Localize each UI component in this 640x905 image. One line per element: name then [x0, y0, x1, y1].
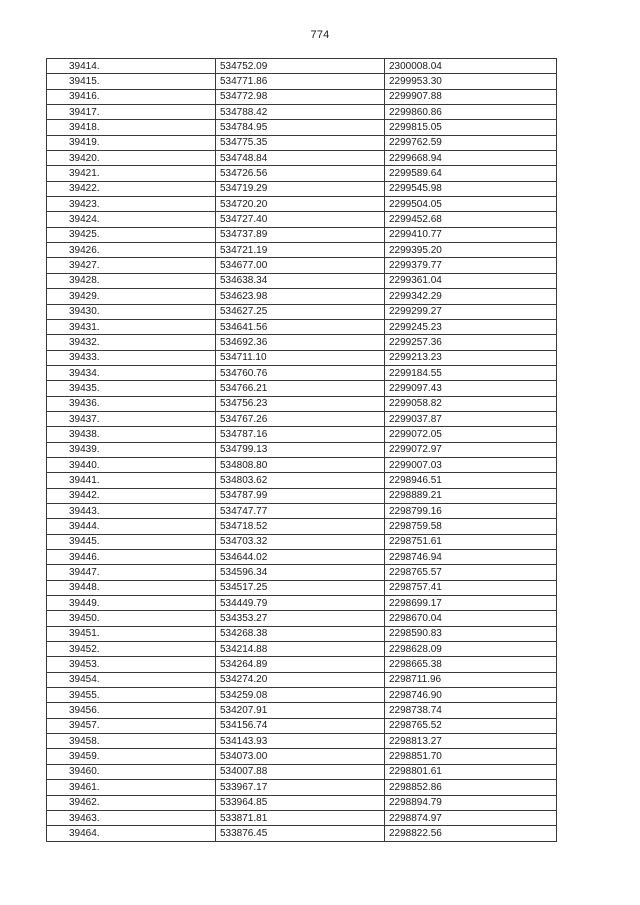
y-coordinate-cell: 2299379.77: [385, 258, 557, 273]
x-coordinate-cell: 534784.95: [216, 120, 385, 135]
x-coordinate-cell: 534638.34: [216, 273, 385, 288]
x-coordinate-cell: 534703.32: [216, 534, 385, 549]
point-number-cell: 39415.: [47, 74, 216, 89]
point-number-cell: 39440.: [47, 457, 216, 472]
y-coordinate-cell: 2299072.05: [385, 427, 557, 442]
x-coordinate-cell: 534259.08: [216, 688, 385, 703]
x-coordinate-cell: 534803.62: [216, 473, 385, 488]
y-coordinate-cell: 2299037.87: [385, 411, 557, 426]
table-row: [47, 642, 557, 657]
point-number-cell: 39442.: [47, 488, 216, 503]
x-coordinate-cell: 534627.25: [216, 304, 385, 319]
table-row: [47, 780, 557, 795]
table-row: [47, 503, 557, 518]
x-coordinate-cell: 534156.74: [216, 718, 385, 733]
table-row: [47, 89, 557, 104]
table-row: [47, 304, 557, 319]
point-number-cell: 39456.: [47, 703, 216, 718]
x-coordinate-cell: 534007.88: [216, 764, 385, 779]
table-row: [47, 488, 557, 503]
x-coordinate-cell: 534721.19: [216, 243, 385, 258]
x-coordinate-cell: 534787.16: [216, 427, 385, 442]
point-number-cell: 39439.: [47, 442, 216, 457]
y-coordinate-cell: 2299545.98: [385, 181, 557, 196]
y-coordinate-cell: 2299762.59: [385, 135, 557, 150]
y-coordinate-cell: 2298799.16: [385, 503, 557, 518]
point-number-cell: 39446.: [47, 550, 216, 565]
table-row: [47, 427, 557, 442]
y-coordinate-cell: 2299213.23: [385, 350, 557, 365]
x-coordinate-cell: 534449.79: [216, 596, 385, 611]
y-coordinate-cell: 2298765.57: [385, 565, 557, 580]
x-coordinate-cell: 534264.89: [216, 657, 385, 672]
point-number-cell: 39417.: [47, 105, 216, 120]
y-coordinate-cell: 2298746.90: [385, 688, 557, 703]
point-number-cell: 39423.: [47, 197, 216, 212]
y-coordinate-cell: 2298699.17: [385, 596, 557, 611]
x-coordinate-cell: 534596.34: [216, 565, 385, 580]
table-row: [47, 442, 557, 457]
point-number-cell: 39435.: [47, 381, 216, 396]
point-number-cell: 39429.: [47, 289, 216, 304]
table-row: [47, 350, 557, 365]
y-coordinate-cell: 2299395.20: [385, 243, 557, 258]
table-row: [47, 550, 557, 565]
x-coordinate-cell: 534517.25: [216, 580, 385, 595]
point-number-cell: 39437.: [47, 411, 216, 426]
point-number-cell: 39425.: [47, 227, 216, 242]
y-coordinate-cell: 2298746.94: [385, 550, 557, 565]
y-coordinate-cell: 2298852.86: [385, 780, 557, 795]
point-number-cell: 39448.: [47, 580, 216, 595]
y-coordinate-cell: 2299504.05: [385, 197, 557, 212]
table-row: [47, 227, 557, 242]
page-number: 774: [310, 29, 330, 41]
point-number-cell: 39419.: [47, 135, 216, 150]
point-number-cell: 39462.: [47, 795, 216, 810]
x-coordinate-cell: 534073.00: [216, 749, 385, 764]
point-number-cell: 39455.: [47, 688, 216, 703]
y-coordinate-cell: 2299184.55: [385, 365, 557, 380]
table-row: [47, 519, 557, 534]
y-coordinate-cell: 2298665.38: [385, 657, 557, 672]
table-row: [47, 243, 557, 258]
point-number-cell: 39433.: [47, 350, 216, 365]
point-number-cell: 39454.: [47, 672, 216, 687]
x-coordinate-cell: 534788.42: [216, 105, 385, 120]
y-coordinate-cell: 2298757.41: [385, 580, 557, 595]
x-coordinate-cell: 534747.77: [216, 503, 385, 518]
point-number-cell: 39414.: [47, 59, 216, 74]
point-number-cell: 39434.: [47, 365, 216, 380]
coordinates-table: [46, 58, 557, 842]
x-coordinate-cell: 534719.29: [216, 181, 385, 196]
table-row: [47, 105, 557, 120]
point-number-cell: 39445.: [47, 534, 216, 549]
point-number-cell: 39451.: [47, 626, 216, 641]
x-coordinate-cell: 534692.36: [216, 335, 385, 350]
x-coordinate-cell: 534677.00: [216, 258, 385, 273]
x-coordinate-cell: 534756.23: [216, 396, 385, 411]
x-coordinate-cell: 534799.13: [216, 442, 385, 457]
table-row: [47, 212, 557, 227]
point-number-cell: 39422.: [47, 181, 216, 196]
y-coordinate-cell: 2298813.27: [385, 734, 557, 749]
table-row: [47, 826, 557, 841]
x-coordinate-cell: 534720.20: [216, 197, 385, 212]
point-number-cell: 39436.: [47, 396, 216, 411]
y-coordinate-cell: 2298874.97: [385, 810, 557, 825]
y-coordinate-cell: 2299072.97: [385, 442, 557, 457]
x-coordinate-cell: 534718.52: [216, 519, 385, 534]
y-coordinate-cell: 2299299.27: [385, 304, 557, 319]
point-number-cell: 39449.: [47, 596, 216, 611]
table-row: [47, 626, 557, 641]
point-number-cell: 39450.: [47, 611, 216, 626]
table-row: [47, 273, 557, 288]
x-coordinate-cell: 533967.17: [216, 780, 385, 795]
x-coordinate-cell: 533876.45: [216, 826, 385, 841]
point-number-cell: 39416.: [47, 89, 216, 104]
y-coordinate-cell: 2299668.94: [385, 151, 557, 166]
x-coordinate-cell: 534726.56: [216, 166, 385, 181]
y-coordinate-cell: 2299953.30: [385, 74, 557, 89]
x-coordinate-cell: 534787.99: [216, 488, 385, 503]
y-coordinate-cell: 2298590.83: [385, 626, 557, 641]
point-number-cell: 39428.: [47, 273, 216, 288]
point-number-cell: 39447.: [47, 565, 216, 580]
table-row: [47, 703, 557, 718]
point-number-cell: 39418.: [47, 120, 216, 135]
x-coordinate-cell: 534214.88: [216, 642, 385, 657]
table-row: [47, 534, 557, 549]
x-coordinate-cell: 534143.93: [216, 734, 385, 749]
x-coordinate-cell: 534644.02: [216, 550, 385, 565]
table-row: [47, 74, 557, 89]
point-number-cell: 39459.: [47, 749, 216, 764]
y-coordinate-cell: 2299907.88: [385, 89, 557, 104]
table-row: [47, 596, 557, 611]
table-row: [47, 795, 557, 810]
x-coordinate-cell: 534766.21: [216, 381, 385, 396]
x-coordinate-cell: 534748.84: [216, 151, 385, 166]
y-coordinate-cell: 2299245.23: [385, 319, 557, 334]
point-number-cell: 39452.: [47, 642, 216, 657]
x-coordinate-cell: 534760.76: [216, 365, 385, 380]
y-coordinate-cell: 2298738.74: [385, 703, 557, 718]
x-coordinate-cell: 534808.80: [216, 457, 385, 472]
table-row: [47, 365, 557, 380]
y-coordinate-cell: 2299410.77: [385, 227, 557, 242]
table-row: [47, 810, 557, 825]
table-row: [47, 289, 557, 304]
y-coordinate-cell: 2299007.03: [385, 457, 557, 472]
x-coordinate-cell: 534772.98: [216, 89, 385, 104]
table-row: [47, 718, 557, 733]
table-row: [47, 258, 557, 273]
x-coordinate-cell: 533964.85: [216, 795, 385, 810]
y-coordinate-cell: 2299860.86: [385, 105, 557, 120]
x-coordinate-cell: 534727.40: [216, 212, 385, 227]
table-row: [47, 411, 557, 426]
y-coordinate-cell: 2299589.64: [385, 166, 557, 181]
table-row: [47, 473, 557, 488]
table-row: [47, 120, 557, 135]
x-coordinate-cell: 534268.38: [216, 626, 385, 641]
x-coordinate-cell: 534207.91: [216, 703, 385, 718]
x-coordinate-cell: 534767.26: [216, 411, 385, 426]
point-number-cell: 39430.: [47, 304, 216, 319]
table-row: [47, 580, 557, 595]
table-row: [47, 319, 557, 334]
y-coordinate-cell: 2298822.56: [385, 826, 557, 841]
y-coordinate-cell: 2298711.96: [385, 672, 557, 687]
y-coordinate-cell: 2298759.58: [385, 519, 557, 534]
table-row: [47, 59, 557, 74]
point-number-cell: 39463.: [47, 810, 216, 825]
x-coordinate-cell: 534641.56: [216, 319, 385, 334]
point-number-cell: 39421.: [47, 166, 216, 181]
point-number-cell: 39438.: [47, 427, 216, 442]
point-number-cell: 39461.: [47, 780, 216, 795]
x-coordinate-cell: 534771.86: [216, 74, 385, 89]
point-number-cell: 39443.: [47, 503, 216, 518]
point-number-cell: 39420.: [47, 151, 216, 166]
y-coordinate-cell: 2299452.68: [385, 212, 557, 227]
table-row: [47, 457, 557, 472]
point-number-cell: 39460.: [47, 764, 216, 779]
y-coordinate-cell: 2299361.04: [385, 273, 557, 288]
table-row: [47, 135, 557, 150]
x-coordinate-cell: 534752.09: [216, 59, 385, 74]
point-number-cell: 39431.: [47, 319, 216, 334]
table-row: [47, 381, 557, 396]
point-number-cell: 39424.: [47, 212, 216, 227]
point-number-cell: 39457.: [47, 718, 216, 733]
table-row: [47, 734, 557, 749]
table-row: [47, 565, 557, 580]
y-coordinate-cell: 2298851.70: [385, 749, 557, 764]
table-row: [47, 335, 557, 350]
y-coordinate-cell: 2298946.51: [385, 473, 557, 488]
x-coordinate-cell: 534353.27: [216, 611, 385, 626]
table-row: [47, 181, 557, 196]
x-coordinate-cell: 534623.98: [216, 289, 385, 304]
point-number-cell: 39426.: [47, 243, 216, 258]
y-coordinate-cell: 2299257.36: [385, 335, 557, 350]
x-coordinate-cell: 534274.20: [216, 672, 385, 687]
x-coordinate-cell: 534737.89: [216, 227, 385, 242]
point-number-cell: 39453.: [47, 657, 216, 672]
table-row: [47, 611, 557, 626]
x-coordinate-cell: 533871.81: [216, 810, 385, 825]
y-coordinate-cell: 2299815.05: [385, 120, 557, 135]
y-coordinate-cell: 2300008.04: [385, 59, 557, 74]
y-coordinate-cell: 2299097.43: [385, 381, 557, 396]
point-number-cell: 39441.: [47, 473, 216, 488]
point-number-cell: 39458.: [47, 734, 216, 749]
y-coordinate-cell: 2298670.04: [385, 611, 557, 626]
table-row: [47, 657, 557, 672]
coordinates-table-body: [47, 59, 557, 842]
table-row: [47, 764, 557, 779]
point-number-cell: 39427.: [47, 258, 216, 273]
table-row: [47, 166, 557, 181]
y-coordinate-cell: 2298628.09: [385, 642, 557, 657]
point-number-cell: 39464.: [47, 826, 216, 841]
y-coordinate-cell: 2298894.79: [385, 795, 557, 810]
table-row: [47, 396, 557, 411]
y-coordinate-cell: 2298889.21: [385, 488, 557, 503]
y-coordinate-cell: 2298801.61: [385, 764, 557, 779]
x-coordinate-cell: 534711.10: [216, 350, 385, 365]
y-coordinate-cell: 2298751.61: [385, 534, 557, 549]
table-row: [47, 749, 557, 764]
point-number-cell: 39432.: [47, 335, 216, 350]
y-coordinate-cell: 2299058.82: [385, 396, 557, 411]
table-row: [47, 151, 557, 166]
x-coordinate-cell: 534775.35: [216, 135, 385, 150]
point-number-cell: 39444.: [47, 519, 216, 534]
table-row: [47, 672, 557, 687]
y-coordinate-cell: 2299342.29: [385, 289, 557, 304]
y-coordinate-cell: 2298765.52: [385, 718, 557, 733]
table-row: [47, 688, 557, 703]
table-row: [47, 197, 557, 212]
